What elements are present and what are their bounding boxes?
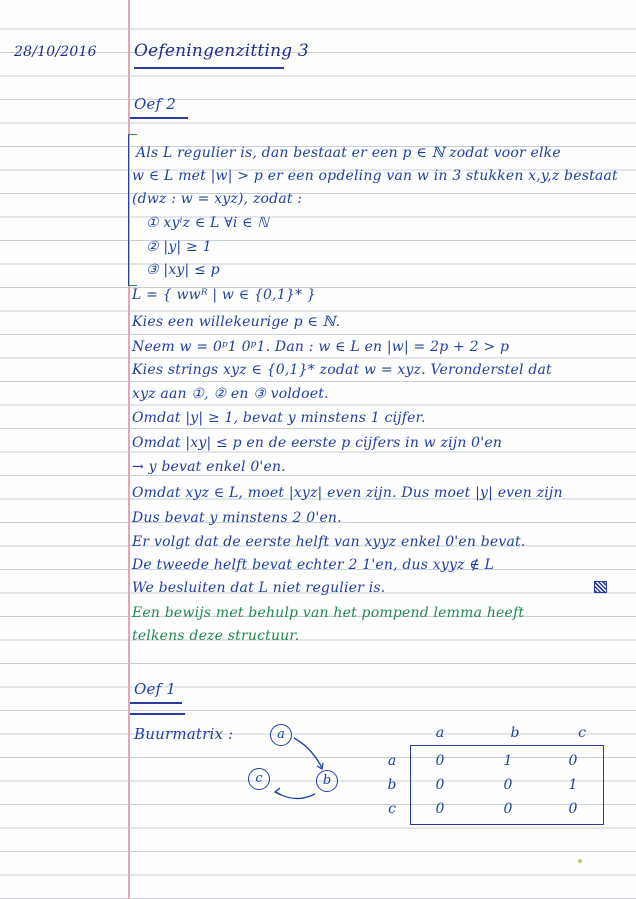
remark-line: Een bewijs met behulp van het pompend lemma heeft xyxy=(132,605,525,621)
text-line: Omdat |xy| ≤ p en de eerste p cijfers in w zijn 0'en xyxy=(132,435,503,451)
text-line: ① xyⁱz ∈ L ∀i ∈ ℕ xyxy=(146,215,269,231)
matrix-col-header: a xyxy=(435,725,445,741)
graph-node-c: c xyxy=(248,768,270,790)
text-line: (dwz : w = xyz), zodat : xyxy=(132,191,303,207)
text-line: Omdat |y| ≥ 1, bevat y minstens 1 cijfer. xyxy=(132,410,426,426)
matrix-cell: 0 xyxy=(568,753,578,769)
graph-edges xyxy=(240,720,350,810)
edge-b-c xyxy=(276,792,315,799)
text-line: Kies strings xyz ∈ {0,1}* zodat w = xyz. Veronderstel dat xyxy=(132,362,552,378)
matrix-col-header: b xyxy=(510,725,520,741)
matrix-cell: 0 xyxy=(435,753,445,769)
text-line: xyz aan ①, ② en ③ voldoet. xyxy=(132,386,329,402)
matrix-row-header: a xyxy=(387,753,397,769)
text-line: We besluiten dat L niet regulier is. xyxy=(132,580,386,596)
text-line: Kies een willekeurige p ∈ ℕ. xyxy=(132,314,341,330)
text-line: w ∈ L met |w| > p er een opdeling van w in 3 stukken x,y,z bestaat xyxy=(132,168,618,184)
text-line: L = { wwᴿ | w ∈ {0,1}* } xyxy=(132,287,316,303)
oef1-underline xyxy=(130,702,182,704)
matrix-cell: 0 xyxy=(435,777,445,793)
page-title: Oefeningenzitting 3 xyxy=(134,41,309,61)
oef2-underline xyxy=(130,117,188,119)
title-underline xyxy=(134,67,284,69)
buurmatrix-overline xyxy=(130,713,185,715)
text-line: Omdat xyz ∈ L, moet |xyz| even zijn. Dus moet |y| even zijn xyxy=(132,485,563,501)
ink-speck xyxy=(578,859,582,863)
matrix-cell: 1 xyxy=(503,753,513,769)
graph-node-a: a xyxy=(270,724,292,746)
oef2-heading: Oef 2 xyxy=(134,95,177,113)
matrix-cell: 1 xyxy=(568,777,578,793)
graph-node-b: b xyxy=(316,770,338,792)
text-line: Dus bevat y minstens 2 0'en. xyxy=(132,510,342,526)
date: 28/10/2016 xyxy=(14,44,97,60)
text-line: → y bevat enkel 0'en. xyxy=(132,459,286,475)
oef1-heading: Oef 1 xyxy=(134,680,177,698)
remark-line: telkens deze structuur. xyxy=(132,628,300,644)
buurmatrix-label: Buurmatrix : xyxy=(134,725,234,743)
matrix-cell: 0 xyxy=(568,801,578,817)
text-line: Neem w = 0ᵖ1 0ᵖ1. Dan : w ∈ L en |w| = 2p + 2 > p xyxy=(132,339,510,355)
qed-box xyxy=(594,581,607,593)
text-line: De tweede helft bevat echter 2 1'en, dus xyyz ∉ L xyxy=(132,557,495,573)
matrix-cell: 0 xyxy=(435,801,445,817)
text-line: Er volgt dat de eerste helft van xyyz enkel 0'en bevat. xyxy=(132,534,526,550)
edge-b-c-arrowhead xyxy=(275,788,281,795)
text-line: ③ |xy| ≤ p xyxy=(146,262,220,278)
matrix-row-header: b xyxy=(387,777,397,793)
matrix-row-header: c xyxy=(388,801,396,817)
text-line: Als L regulier is, dan bestaat er een p ∈ ℕ zodat voor elke xyxy=(136,145,561,161)
text-line: ② |y| ≥ 1 xyxy=(146,239,212,255)
matrix-cell: 0 xyxy=(503,777,513,793)
matrix-cell: 0 xyxy=(503,801,513,817)
matrix-col-header: c xyxy=(578,725,586,741)
edge-a-b xyxy=(294,738,322,768)
